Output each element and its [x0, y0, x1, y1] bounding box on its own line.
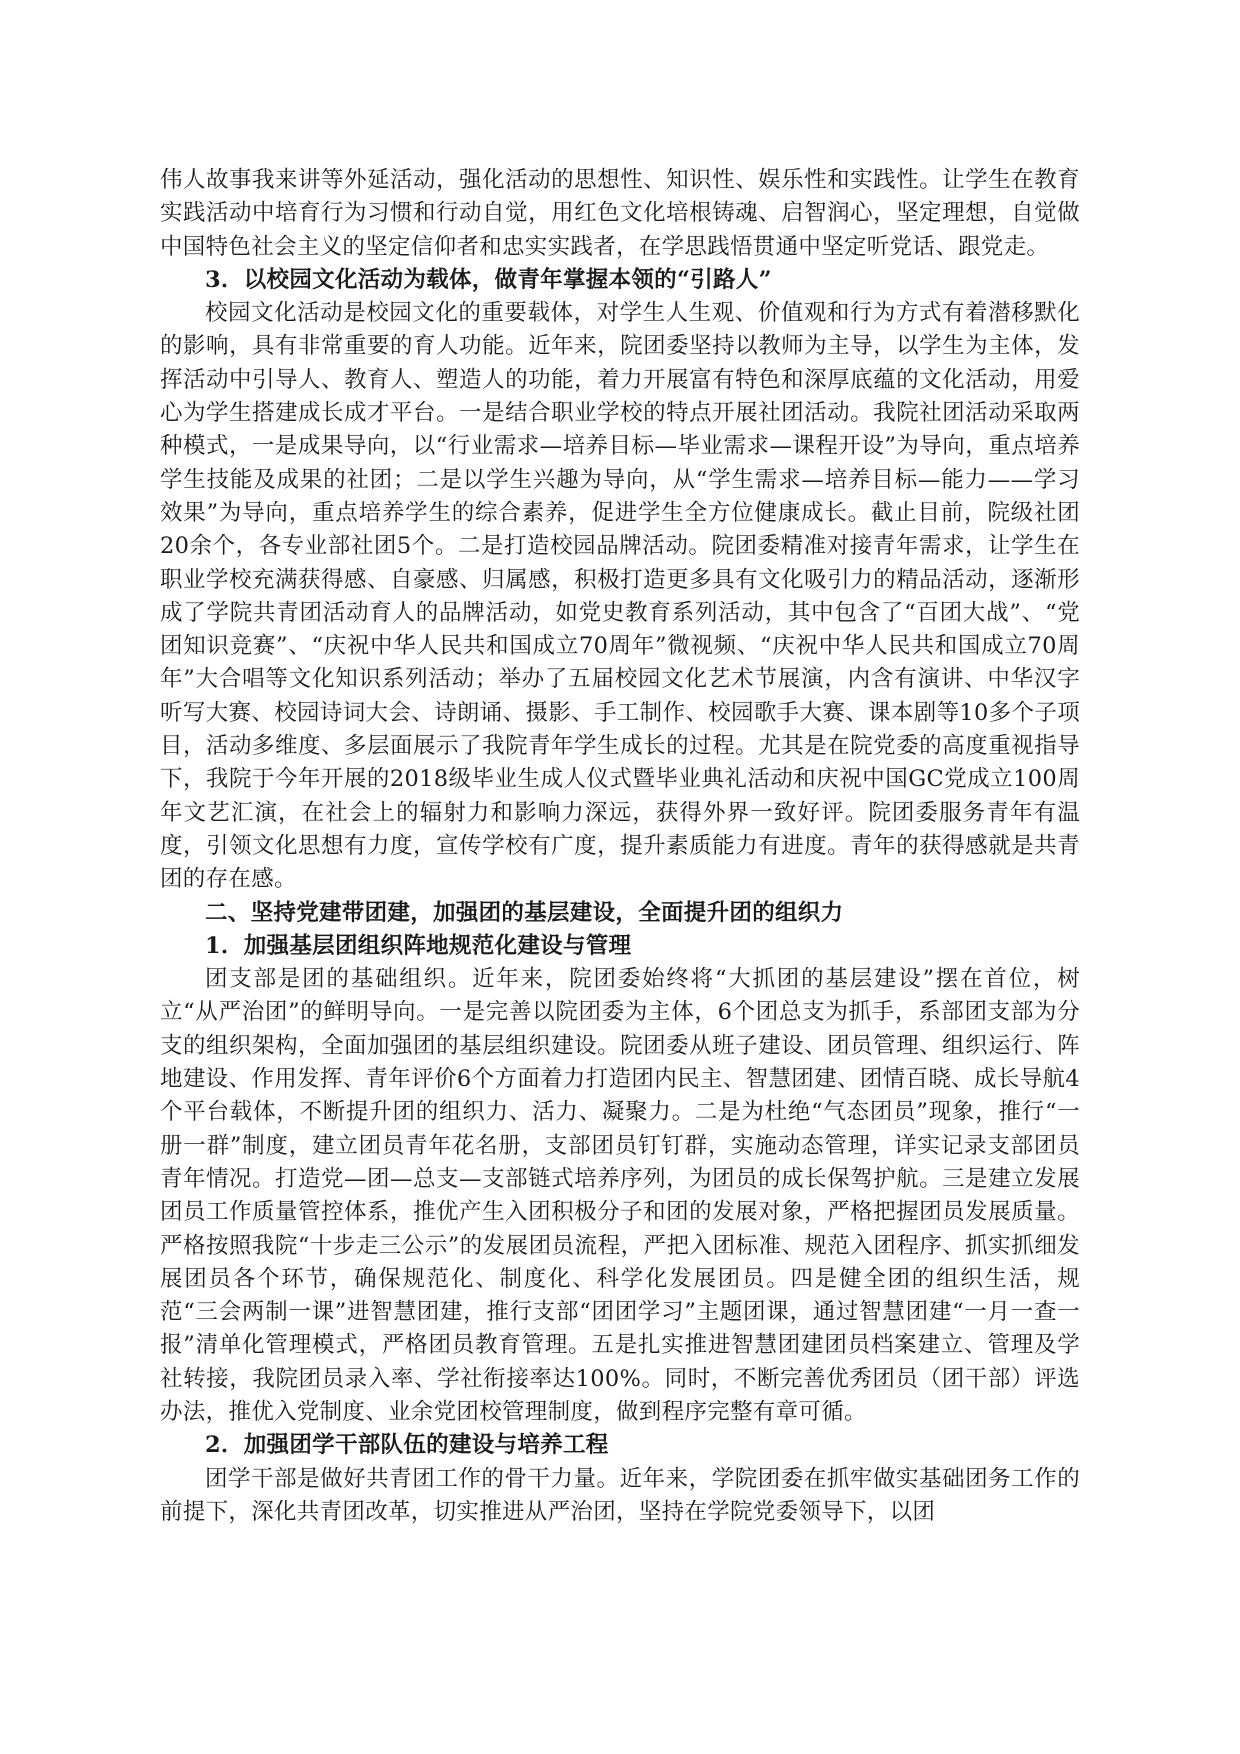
section-heading-party-building: 二、坚持党建带团建，加强团的基层建设，全面提升团的组织力 [205, 899, 844, 926]
paragraph-body-continued: 伟人故事我来讲等外延活动，强化活动的思想性、知识性、娱乐性和实践性。让学生在教育实践活动中培育行为习惯和行动自觉，用红色文化培根铸魂、启智润心，坚定理想，自觉做中国特色社会主义的坚定信仰者和忠实实践者，在学思践悟贯通中坚定听党话、跟党走。 [160, 167, 1080, 260]
paragraph-campus-culture: 校园文化活动是校园文化的重要载体，对学生人生观、价值观和行为方式有着潜移默化的影响，具有非常重要的育人功能。近年来，院团委坚持以教师为主导，以学生为主体，发挥活动中引导人、教育人、塑造人的功能，着力开展富有特色和深厚底蕴的文化活动，用爱心为学生搭建成长成才平台。一是结合职业学校的特点开展社团活动。我院社团活动采取两种模式，一是成果导向，以“行业需求—培养目标—毕业需求—课程开设”为导向，重点培养学生技能及成果的社团；二是以学生兴趣为导向，从“学生需求—培养目标—能力——学习效果”为导向，重点培养学生的综合素养，促进学生全方位健康成长。截止目前，院级社团20余个，各专业部社团5个。二是打造校园品牌活动。院团委精准对接青年需求，让学生在职业学校充满获得感、自豪感、归属感，积极打造更多具有文化吸引力的精品活动，逐渐形成了学院共青团活动育人的品牌活动，如党史教育系列活动，其中包含了“百团大战”、“党团知识竞赛”、“庆祝中华人民共和国成立70周年”微视频、“庆祝中华人民共和国成立70周年”大合唱等文化知识系列活动；举办了五届校园文化艺术节展演，内含有演讲、中华汉字听写大赛、校园诗词大会、诗朗诵、摄影、手工制作、校园歌手大赛、课本剧等10多个子项目，活动多维度、多层面展示了我院青年学生成长的过程。尤其是在院党委的高度重视指导下，我院于今年开展的2018级毕业生成人仪式暨毕业典礼活动和庆祝中国GC党成立100周年文艺汇演，在社会上的辐射力和影响力深远，获得外界一致好评。院团委服务青年有温度，引领文化思想有力度，宣传学校有广度，提升素质能力有进度。青年的获得感就是共青团的存在感。 [160, 300, 1080, 893]
document-page [160, 164, 1080, 1529]
subheading-grassroots-organization: 1．加强基层团组织阵地规范化建设与管理 [205, 932, 632, 959]
paragraph-grassroots-organization: 团支部是团的基础组织。近年来，院团委始终将“大抓团的基层建设”摆在首位，树立“从严治团”的鲜明导向。一是完善以院团委为主体，6个团总支为抓手，系部团支部为分支的组织架构，全面加强团的基层组织建设。院团委从班子建设、团员管理、组织运行、阵地建设、作用发挥、青年评价6个方面着力打造团内民主、智慧团建、团情百晓、成长导航4个平台载体，不断提升团的组织力、活力、凝聚力。二是为杜绝“气态团员”现象，推行“一册一群”制度，建立团员青年花名册，支部团员钉钉群，实施动态管理，详实记录支部团员青年情况。打造党—团—总支—支部链式培养序列，为团员的成长保驾护航。三是建立发展团员工作质量管控体系，推优产生入团积极分子和团的发展对象，严格把握团员发展质量。严格按照我院“十步走三公示”的发展团员流程，严把入团标准、规范入团程序、抓实抓细发展团员各个环节，确保规范化、制度化、科学化发展团员。四是健全团的组织生活，规范“三会两制一课”进智慧团建，推行支部“团团学习”主题团课，通过智慧团建“一月一查一报”清单化管理模式，严格团员教育管理。五是扎实推进智慧团建团员档案建立、管理及学社转接，我院团员录入率、学社衔接率达100%。同时，不断完善优秀团员（团干部）评选办法，推优入党制度、业余党团校管理制度，做到程序完整有章可循。 [160, 966, 1080, 1425]
subheading-cadre-team: 2．加强团学干部队伍的建设与培养工程 [205, 1432, 609, 1459]
paragraph-cadre-team: 团学干部是做好共青团工作的骨干力量。近年来，学院团委在抓牢做实基础团务工作的前提下，深化共青团改革，切实推进从严治团，坚持在学院党委领导下，以团 [160, 1465, 1080, 1525]
subheading-campus-culture: 3．以校园文化活动为载体，做青年掌握本领的“引路人” [205, 266, 772, 293]
